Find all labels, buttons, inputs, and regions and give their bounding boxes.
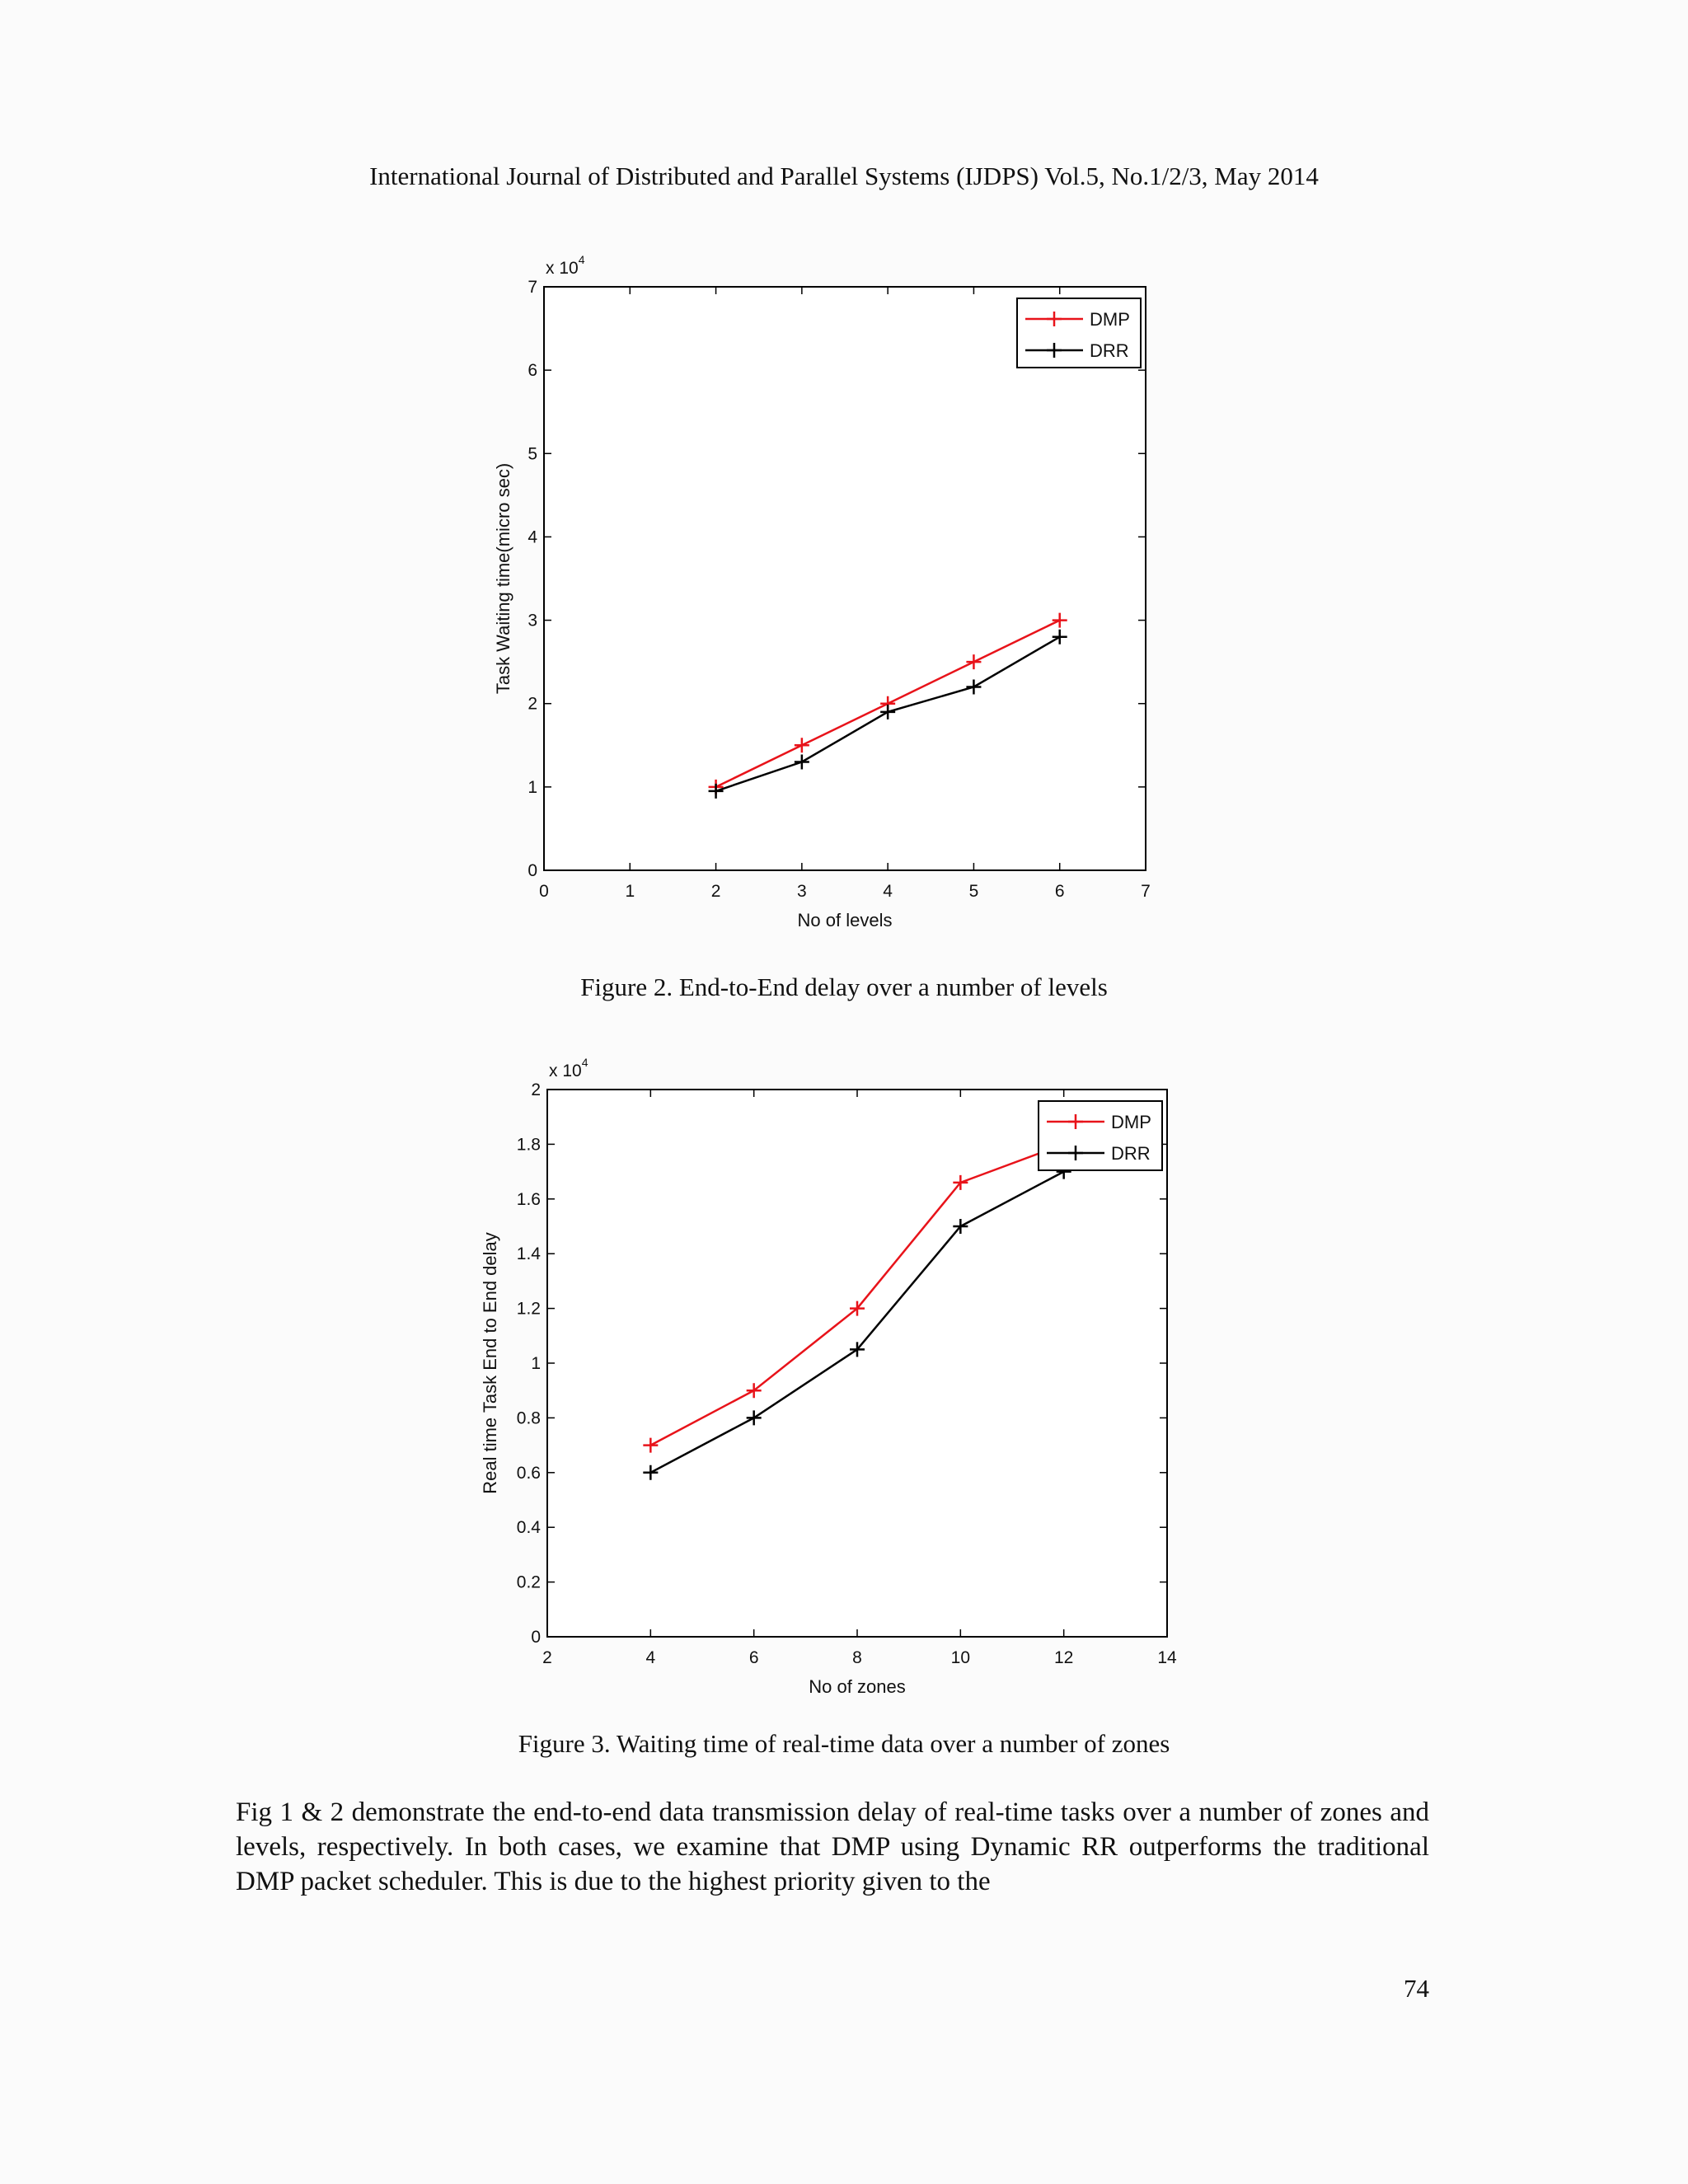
figure-3-caption: Figure 3. Waiting time of real-time data over a number of zones bbox=[518, 1729, 1170, 1758]
y-tick-label: 1 bbox=[531, 1354, 541, 1373]
chart-task-waiting-time bbox=[478, 239, 1187, 948]
y-tick-label: 4 bbox=[528, 527, 537, 547]
legend-label-drr: DRR bbox=[1090, 340, 1129, 361]
x-tick-label: 6 bbox=[748, 1648, 759, 1667]
legend-label-dmp: DMP bbox=[1090, 309, 1130, 330]
plot-area bbox=[544, 287, 1146, 870]
y-tick-label: 3 bbox=[528, 611, 537, 630]
y-tick-label: 0.6 bbox=[516, 1463, 541, 1483]
x-tick-label: 5 bbox=[968, 882, 979, 901]
x-tick-label: 4 bbox=[645, 1648, 656, 1667]
plot-area bbox=[547, 1090, 1167, 1637]
x-tick-label: 8 bbox=[852, 1648, 862, 1667]
x-tick-label: 7 bbox=[1141, 882, 1151, 901]
y-tick-label: 1.6 bbox=[516, 1189, 541, 1209]
chart-end-to-end-delay bbox=[462, 1051, 1187, 1702]
y-tick-label: 0.4 bbox=[516, 1518, 541, 1538]
x-tick-label: 6 bbox=[1054, 882, 1065, 901]
x-tick-label: 1 bbox=[625, 882, 635, 901]
figure-2-caption: Figure 2. End-to-End delay over a number of levels bbox=[580, 972, 1108, 1001]
y-tick-label: 0 bbox=[531, 1628, 541, 1647]
y-axis-label: Real time Task End to End delay bbox=[480, 1232, 500, 1494]
y-axis-label: Task Waiting time(micro sec) bbox=[493, 462, 513, 695]
y-tick-label: 0 bbox=[528, 861, 537, 880]
x-tick-label: 2 bbox=[710, 882, 721, 901]
legend-label-dmp: DMP bbox=[1111, 1112, 1151, 1132]
x-tick-label: 14 bbox=[1157, 1648, 1177, 1667]
y-tick-label: 1.8 bbox=[516, 1135, 541, 1155]
page-number: 74 bbox=[1404, 1974, 1429, 2003]
y-tick-label: 7 bbox=[528, 278, 537, 297]
y-tick-label: 5 bbox=[528, 444, 537, 464]
y-tick-label: 2 bbox=[531, 1080, 541, 1099]
x-tick-label: 12 bbox=[1053, 1648, 1074, 1667]
x-tick-label: 4 bbox=[883, 882, 893, 901]
y-tick-label: 6 bbox=[528, 361, 537, 381]
x-tick-label: 10 bbox=[950, 1648, 971, 1667]
running-header: International Journal of Distributed and Parallel Systems (IJDPS) Vol.5, No.1/2/3, May 2014 bbox=[369, 162, 1319, 190]
x-tick-label: 3 bbox=[797, 882, 807, 901]
y-tick-label: 1.4 bbox=[516, 1244, 541, 1264]
y-tick-label: 1 bbox=[528, 777, 537, 797]
x-tick-label: 0 bbox=[539, 882, 549, 901]
y-multiplier-label: x $10^4$ bbox=[546, 253, 585, 278]
y-tick-label: 2 bbox=[528, 694, 537, 714]
y-multiplier-label: x $10^4$ bbox=[549, 1056, 588, 1080]
x-axis-label: No of zones bbox=[809, 1676, 906, 1697]
y-tick-label: 1.2 bbox=[516, 1299, 541, 1319]
y-tick-label: 0.8 bbox=[516, 1408, 541, 1428]
legend-label-drr: DRR bbox=[1111, 1143, 1151, 1164]
x-tick-label: 2 bbox=[542, 1648, 552, 1667]
x-axis-label: No of levels bbox=[797, 910, 893, 930]
body-paragraph: Fig 1 & 2 demonstrate the end-to-end data transmission delay of real-time tasks over a number of zones and levels, respectively. In both cases, we examine that DMP using Dynamic RR outperforms the traditional DMP packet scheduler. This is due to the highest priority given to the bbox=[236, 1797, 1429, 1896]
y-tick-label: 0.2 bbox=[516, 1572, 541, 1592]
